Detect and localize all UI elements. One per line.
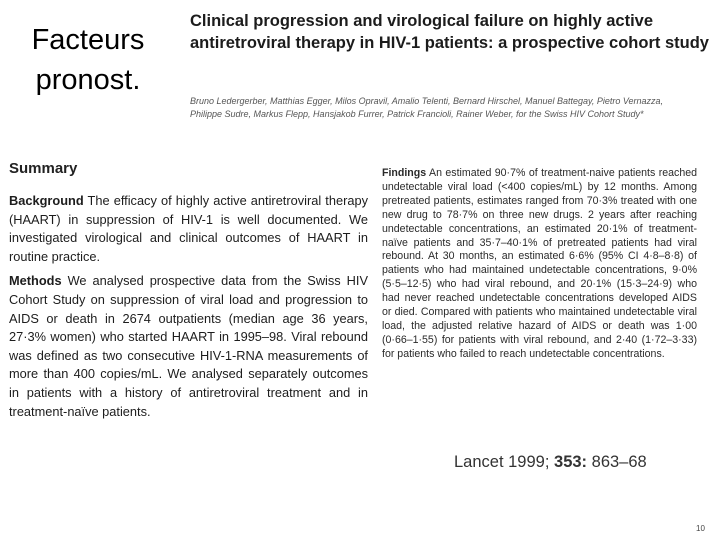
slide-title: Facteurs pronost. xyxy=(31,24,145,96)
paper-title: Clinical progression and virological failure on highly active antiretroviral therapy in HIV-1 patients: a prospective cohort study xyxy=(190,12,709,52)
page-number: 10 xyxy=(696,524,705,533)
summary-right-column xyxy=(382,167,697,362)
author-list: Bruno Ledergerber, Matthias Egger, Milos Opravil, Amalio Telenti, Bernard Hirschel, Manuel Battegay, Pietro Vernazza, Philippe Sudre, Markus Flepp, Hansjakob Furrer, Patrick Francioli, Rainer Weber, for the Swiss HIV Cohort Study* xyxy=(190,96,664,119)
methods-label: Methods xyxy=(9,273,62,289)
findings-paragraph xyxy=(382,167,697,362)
findings-text: An estimated 90·7% of treatment-naive patients reached undetectable viral load (<400 copies/mL) by 12 months. Among pretreated patients, estimates ranged from 70·3% treated with one new drug to 78·7% on three new drugs. 2 years after reaching undetectable concentrations, an estimated 20·1% of treatment-naïve patients and 35·7–40·1% of pretreated patients had viral rebound. At 30 months, an estimated 6·6% (95% CI 4·8–8·8) of patients who had maintained undetectable concentrations, 9·0% (5·5–12·5) who had viral rebound, and 20·1% (15·3–24·9) who had never reached undetectable concentrations developed AIDS or died. Compared with patients who maintained undetectable viral load, the adjusted relative hazard of AIDS or death was 1·00 (0·66–1·55) for patients with viral rebound, and 2·40 (1·72–3·33) for patients who failed to reach undetectable concentrations. xyxy=(382,167,697,360)
citation-pages: 863–68 xyxy=(591,453,647,471)
methods-text: We analysed prospective data from the Swiss HIV Cohort Study on suppression of viral load and progression to AIDS or death in 2674 outpatients (median age 36 years, 27·3% women) who started HAART in 1995–98. Viral rebound was defined as two consecutive HIV-1-RNA measurements of more than 400 copies/mL. We analysed separately outcomes in patients with a history of antiretroviral treatment and in treatment-naïve patients. xyxy=(9,273,368,419)
background-label: Background xyxy=(9,193,84,208)
findings-label: Findings xyxy=(382,167,427,179)
summary-heading: Summary xyxy=(9,160,78,177)
citation-volume: 353: xyxy=(554,453,588,471)
summary-left-column xyxy=(9,192,368,427)
citation-journal-year: Lancet 1999; xyxy=(454,453,550,471)
journal-citation xyxy=(454,453,647,472)
background-text: The efficacy of highly active antiretroviral therapy (HAART) in suppression of HIV-1 is well documented. We investigated virological and clinical outcomes of HAART in routine practice. xyxy=(9,193,368,264)
methods-paragraph xyxy=(9,272,368,421)
background-paragraph xyxy=(9,192,368,266)
